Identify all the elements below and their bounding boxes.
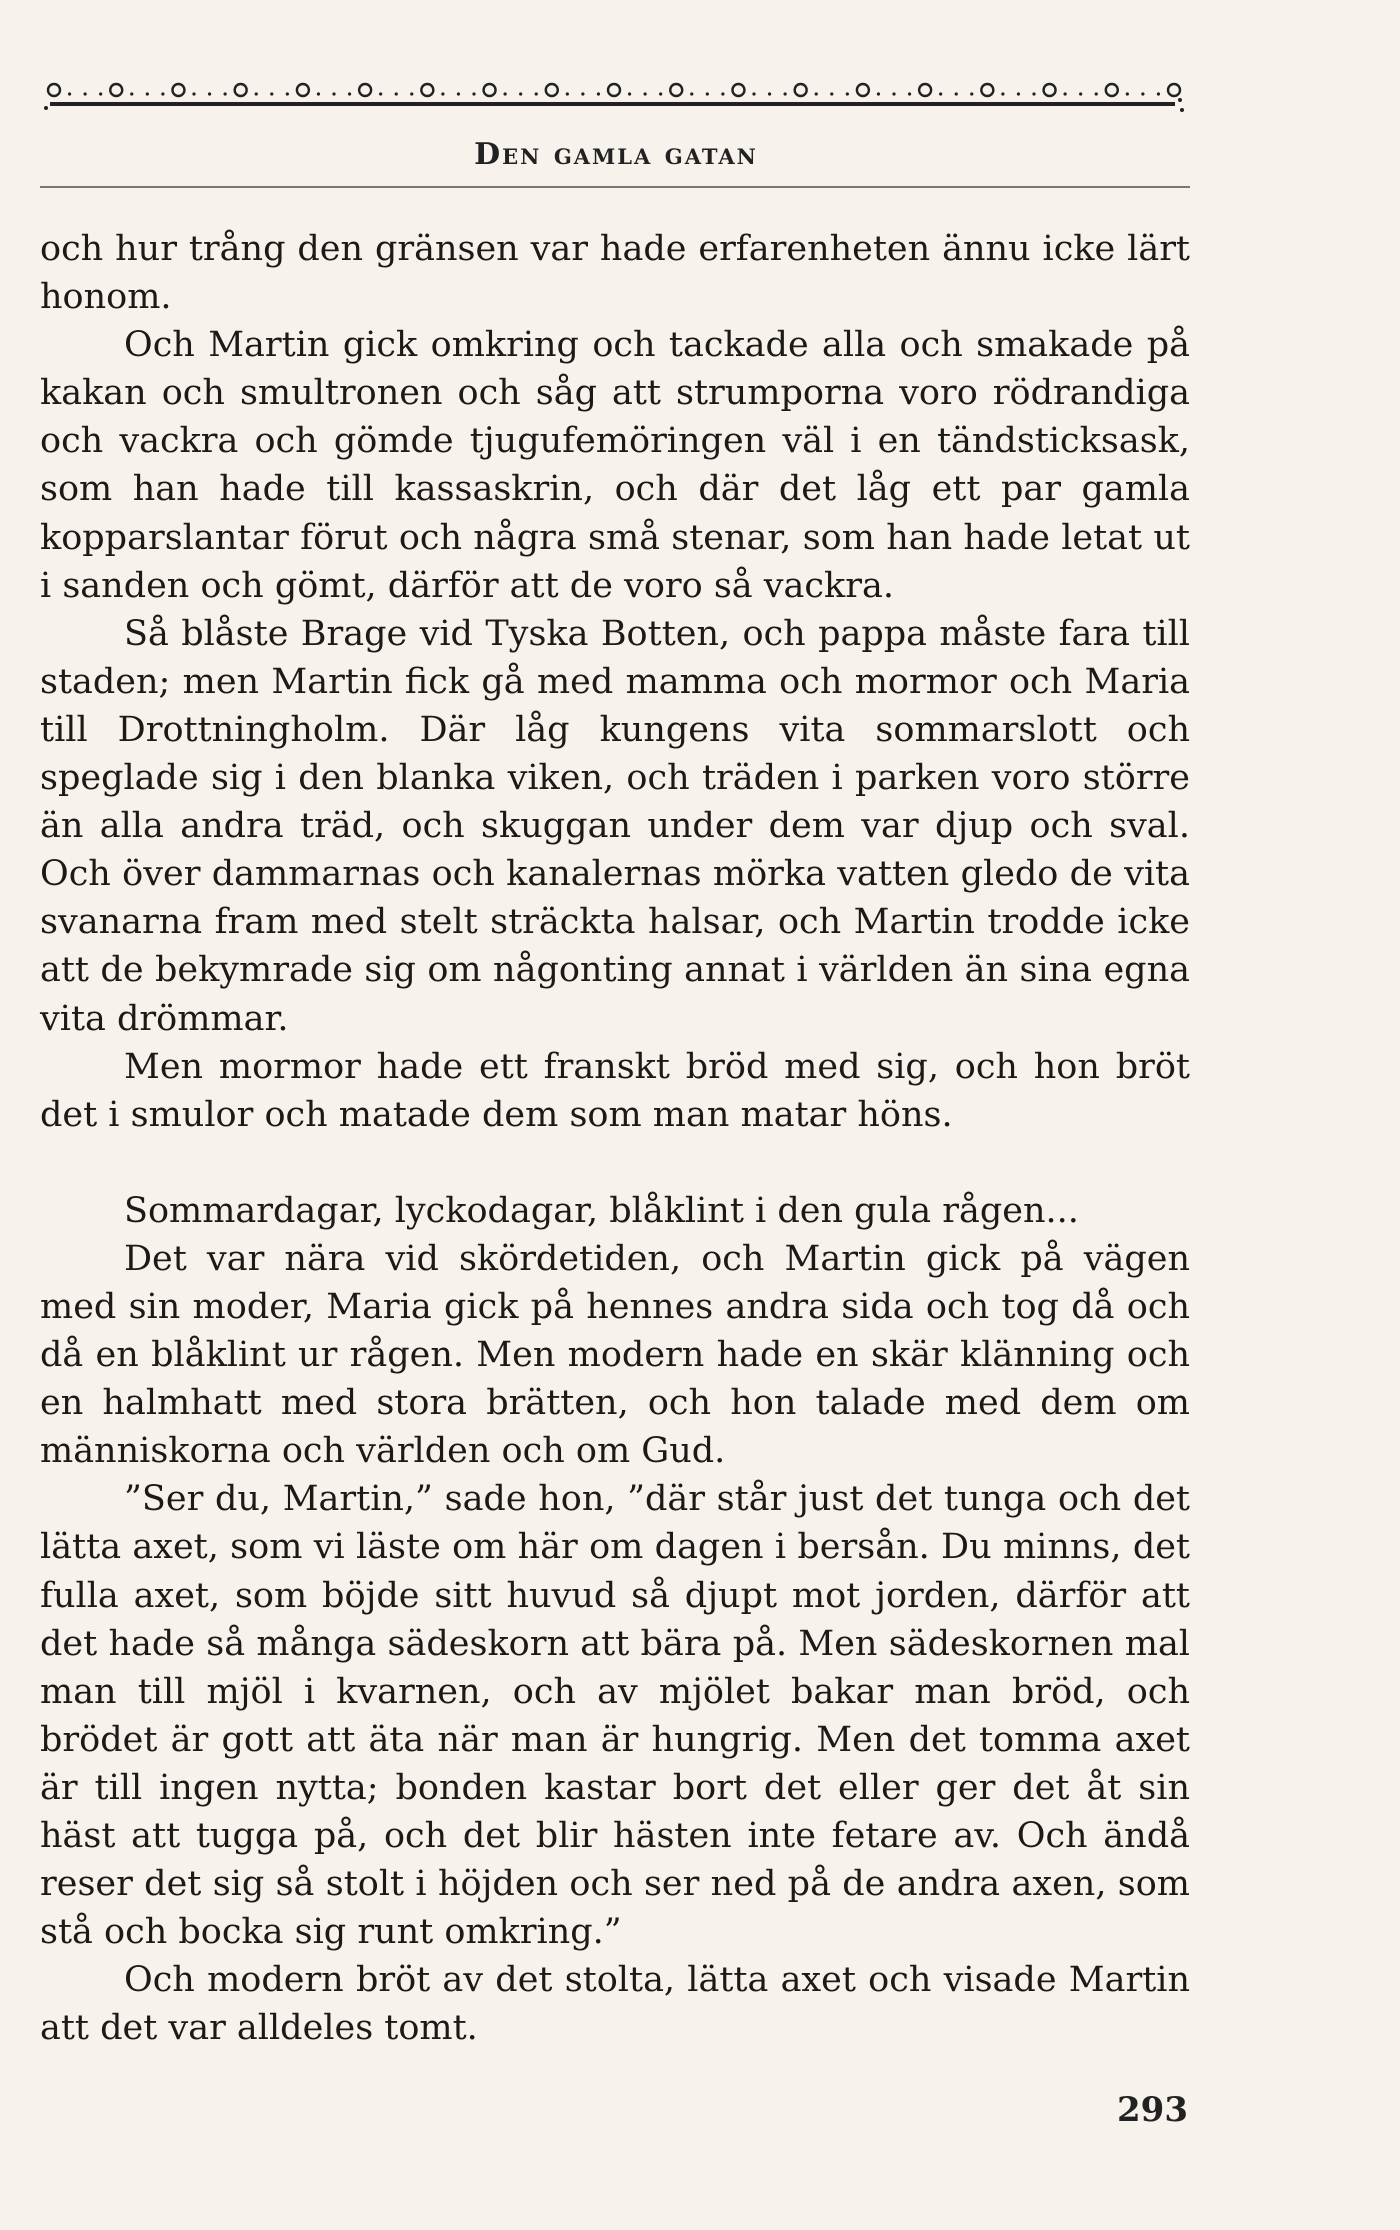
section-epigraph: Sommardagar, lyckodagar, blåklint i den gula rågen... [124,1190,1079,1231]
paragraph: Och Martin gick omkring och tackade alla och smakade på kakan och smultronen och såg att strumporna voro rödrandiga och vackra och gömde tjugufemöringen väl i en tändsticksask, som han hade till kassaskrin, och där det låg ett par gamla kopparslantar förut och några små stenar, som han hade letat ut i sanden och gömt, därför att de voro så vackra. [40,325,1190,606]
paragraph: Det var nära vid skördetiden, och Martin gick på vägen med sin moder, Maria gick på hennes andra sida och tog då och då en blåklint ur rågen. Men modern hade en skär klänning och en halmhatt med stora brätten, och hon talade med dem om människorna och världen och om Gud. [40,1238,1190,1472]
body-text [40,225,1190,2052]
ornament-chain-icon [42,70,1190,130]
page-number: 293 [1117,2090,1188,2130]
paragraph: och hur trång den gränsen var hade erfarenheten ännu icke lärt honom. [40,229,1190,318]
paragraph: Och modern bröt av det stolta, lätta axet och visade Martin att det var alldeles tomt. [40,1960,1190,2049]
decorative-header-border [42,70,1190,130]
running-title: Den gamla gatan [474,137,758,172]
paragraph: ”Ser du, Martin,” sade hon, ”där står just det tunga och det lätta axet, som vi läste om här om dagen i bersån. Du minns, det fulla axet, som böjde sitt huvud så djupt mot jorden, därför att det hade så många sädeskorn att bära på. Men sädeskornen mal man till mjöl i kvarnen, och av mjölet bakar man bröd, och brödet är gott att äta när man är hungrig. Men det tomma axet är till ingen nytta; bonden kastar bort det eller ger det åt sin häst att tugga på, och det blir hästen inte fetare av. Och ändå reser det sig så stolt i höjden och ser ned på de andra axen, som stå och bocka sig runt omkring.” [40,1479,1190,1953]
paragraph: Men mormor hade ett franskt bröd med sig, och hon bröt det i smulor och matade dem som man matar höns. [40,1046,1190,1135]
header-divider [40,186,1190,188]
paragraph: Så blåste Brage vid Tyska Botten, och pappa måste fara till staden; men Martin fick gå med mamma och mormor och Maria till Drottningholm. Där låg kungens vita sommarslott och speglade sig i den blanka viken, och träden i parken voro större än alla andra träd, och skuggan under dem var djup och sval. Och över dammarnas och kanalernas mörka vatten gledo de vita svanarna fram med stelt sträckta halsar, och Martin trodde icke att de bekymrade sig om någonting annat i världen än sina egna vita drömmar. [40,613,1190,1039]
